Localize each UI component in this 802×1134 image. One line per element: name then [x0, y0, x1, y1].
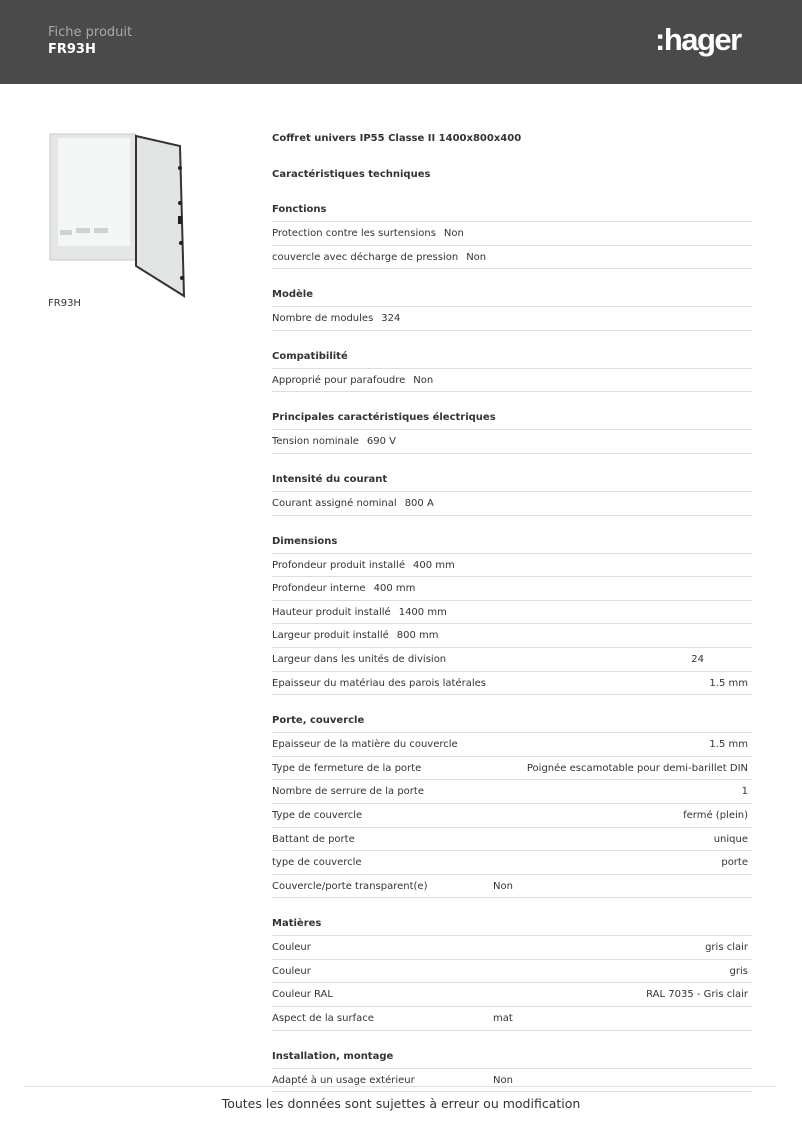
spec-label: Couleur: [272, 965, 311, 977]
spec-label: Profondeur produit installé: [272, 559, 405, 571]
spec-label: type de couvercle: [272, 857, 362, 869]
section-heading: Installation, montage: [272, 1045, 752, 1069]
spec-value: Poignée escamotable pour demi-barillet DIN: [526, 762, 748, 774]
spec-row: [272, 648, 752, 672]
tech-heading: Caractéristiques techniques: [272, 169, 431, 180]
spec-row: [272, 851, 752, 875]
spec-row: [272, 1007, 752, 1031]
spec-label: Hauteur produit installé: [272, 606, 391, 618]
spec-section: [272, 912, 752, 1030]
footer-disclaimer: Toutes les données sont sujettes à erreur ou modification: [221, 1096, 581, 1111]
spec-row: [272, 672, 752, 696]
spec-label: Courant assigné nominal: [272, 497, 397, 509]
spec-section: [272, 198, 752, 269]
spec-row: [272, 960, 752, 984]
spec-row: [272, 577, 752, 601]
spec-label: Type de fermeture de la porte: [272, 762, 422, 774]
spec-section: [272, 406, 752, 454]
spec-row: [272, 875, 752, 899]
section-heading: Porte, couvercle: [272, 709, 752, 733]
spec-value: 1.5 mm: [709, 677, 748, 689]
spec-label: Aspect de la surface: [272, 1013, 374, 1025]
spec-value: Non: [413, 374, 434, 386]
spec-row: [272, 733, 752, 757]
spec-value: 690 V: [366, 436, 397, 448]
spec-section: [272, 530, 752, 696]
spec-value: porte: [721, 857, 748, 869]
spec-row: [272, 601, 752, 625]
spec-value: 24: [691, 653, 704, 665]
spec-value: 324: [381, 313, 401, 325]
spec-label: Type de couvercle: [272, 809, 363, 821]
spec-row: [272, 430, 752, 454]
spec-row: [272, 1069, 752, 1093]
spec-label: Nombre de serrure de la porte: [272, 786, 424, 798]
spec-row: [272, 492, 752, 516]
spec-row: [272, 554, 752, 578]
spec-row: [272, 222, 752, 246]
spec-value: fermé (plein): [683, 809, 748, 821]
spec-row: [272, 804, 752, 828]
spec-label: Largeur produit installé: [272, 630, 389, 642]
spec-row: [272, 307, 752, 331]
spec-label: Approprié pour parafoudre: [272, 374, 406, 386]
section-heading: Dimensions: [272, 530, 752, 554]
spec-label: Nombre de modules: [272, 313, 374, 325]
spec-row: [272, 983, 752, 1007]
spec-section: [272, 345, 752, 393]
spec-row: [272, 624, 752, 648]
section-heading: Compatibilité: [272, 345, 752, 369]
section-heading: Principales caractéristiques électriques: [272, 406, 752, 430]
spec-row: [272, 369, 752, 393]
spec-value: 1: [741, 786, 748, 798]
spec-row: [272, 246, 752, 270]
spec-value: Non: [443, 228, 464, 239]
spec-label: Battant de porte: [272, 833, 355, 845]
spec-value: gris clair: [705, 942, 748, 954]
spec-value: 1400 mm: [398, 606, 447, 618]
section-heading: Fonctions: [272, 198, 752, 222]
spec-value: Non: [493, 880, 513, 892]
spec-section: [272, 709, 752, 898]
spec-label: Couleur: [272, 942, 311, 954]
spec-value: 1.5 mm: [709, 739, 748, 751]
header-subtitle: Fiche produit: [48, 25, 133, 40]
product-name: Coffret univers IP55 Classe II 1400x800x400: [272, 133, 522, 144]
spec-label: Couvercle/porte transparent(e): [272, 880, 428, 892]
footer-divider: [24, 1086, 776, 1087]
spec-value: Non: [466, 251, 487, 263]
spec-row: [272, 828, 752, 852]
section-heading: Intensité du courant: [272, 468, 752, 492]
spec-row: [272, 757, 752, 781]
page-header: [0, 0, 802, 84]
spec-row: [272, 936, 752, 960]
hager-logo: :hager: [655, 22, 741, 57]
section-heading: Modèle: [272, 283, 752, 307]
spec-section: [272, 468, 752, 516]
spec-value: mat: [493, 1013, 513, 1025]
spec-content: [272, 132, 752, 1092]
spec-value: RAL 7035 - Gris clair: [646, 989, 748, 1001]
spec-value: 800 mm: [396, 630, 439, 642]
spec-row: [272, 780, 752, 804]
spec-label: Couleur RAL: [272, 989, 333, 1001]
product-caption: FR93H: [48, 298, 81, 309]
section-heading: Matières: [272, 912, 752, 936]
spec-value: Non: [493, 1074, 513, 1086]
spec-value: 400 mm: [412, 559, 455, 571]
spec-label: Profondeur interne: [272, 583, 366, 595]
spec-label: Adapté à un usage extérieur: [272, 1074, 415, 1086]
spec-label: Epaisseur de la matière du couvercle: [272, 739, 458, 751]
spec-label: Epaisseur du matériau des parois latérales: [272, 677, 487, 689]
header-title: FR93H: [48, 42, 96, 57]
spec-label: couvercle avec décharge de pression: [272, 251, 459, 263]
spec-value: 800 A: [404, 497, 434, 509]
spec-value: gris: [729, 965, 748, 977]
spec-label: Protection contre les surtensions: [272, 228, 436, 239]
spec-value: 400 mm: [373, 583, 416, 595]
spec-label: Tension nominale: [272, 436, 359, 448]
spec-label: Largeur dans les unités de division: [272, 653, 447, 665]
product-image: [46, 128, 188, 298]
spec-section: [272, 283, 752, 331]
spec-value: unique: [713, 833, 748, 845]
